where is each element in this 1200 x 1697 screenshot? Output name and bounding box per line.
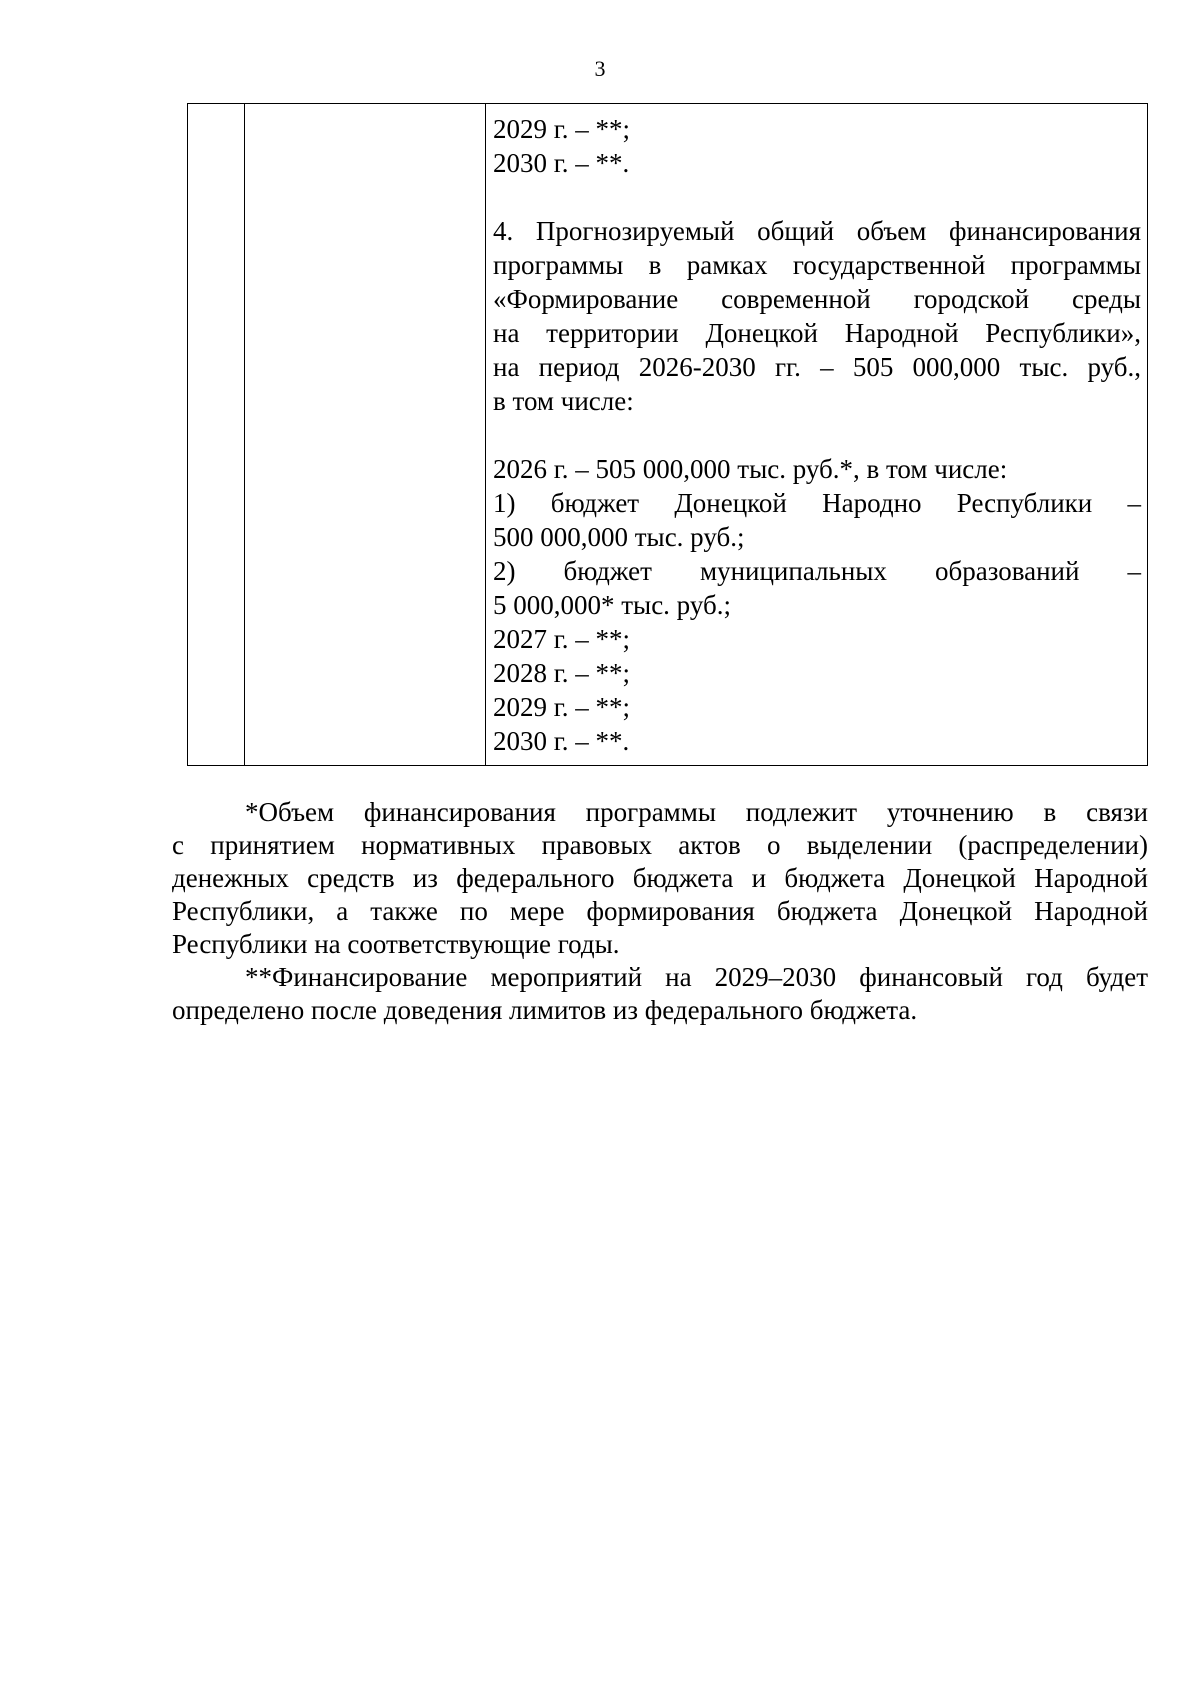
cell-line-budget-municipal-amount: 5 000,000* тыс. руб.;	[493, 590, 731, 620]
footnote-2-line: определено после доведения лимитов из федерального бюджета.	[172, 995, 918, 1025]
cell-line-item4-1: 4. Прогнозируемый общий объем финансирования	[493, 216, 1141, 246]
table-cell-financing-text	[493, 112, 1141, 758]
cell-line-item4-6: в том числе:	[493, 386, 634, 416]
cell-line-budget-municipal: 2) бюджет муниципальных образований –	[493, 556, 1141, 586]
cell-line-item4-2: программы в рамках государственной программы	[493, 250, 1141, 280]
cell-line-item4-5: на период 2026-2030 гг. – 505 000,000 тыс. руб.,	[493, 352, 1141, 382]
table-column-divider-1	[244, 104, 245, 765]
cell-blank-line	[493, 180, 1141, 214]
cell-line-2027: 2027 г. – **;	[493, 624, 631, 654]
cell-line-budget-dnr-amount: 500 000,000 тыс. руб.;	[493, 522, 745, 552]
footnote-2	[172, 961, 1148, 1027]
footnotes	[172, 796, 1148, 1027]
cell-blank-line	[493, 418, 1141, 452]
footnote-1-line: Республики на соответствующие годы.	[172, 929, 620, 959]
cell-line-2030-top: 2030 г. – **.	[493, 148, 630, 178]
footnote-1	[172, 796, 1148, 961]
cell-line-item4-3: «Формирование современной городской среды	[493, 284, 1141, 314]
cell-line-2028: 2028 г. – **;	[493, 658, 631, 688]
cell-line-2026-total: 2026 г. – 505 000,000 тыс. руб.*, в том числе:	[493, 454, 1008, 484]
footnote-1-line: Республики, а также по мере формирования бюджета Донецкой Народной	[172, 896, 1148, 926]
footnote-1-line: *Объем финансирования программы подлежит уточнению в связи	[245, 797, 1148, 827]
cell-line-item4-4: на территории Донецкой Народной Республики»,	[493, 318, 1141, 348]
page-number: 3	[594, 56, 606, 81]
table-column-divider-2	[485, 104, 486, 765]
cell-line-2030: 2030 г. – **.	[493, 726, 630, 756]
footnote-1-line: денежных средств из федерального бюджета и бюджета Донецкой Народной	[172, 863, 1148, 893]
cell-line-budget-dnr: 1) бюджет Донецкой Народно Республики –	[493, 488, 1141, 518]
cell-line-2029: 2029 г. – **;	[493, 692, 631, 722]
financing-table	[187, 103, 1148, 766]
footnote-2-line: **Финансирование мероприятий на 2029–2030 финансовый год будет	[245, 962, 1148, 992]
cell-line-2029-top: 2029 г. – **;	[493, 114, 631, 144]
footnote-1-line: с принятием нормативных правовых актов о выделении (распределении)	[172, 830, 1148, 860]
